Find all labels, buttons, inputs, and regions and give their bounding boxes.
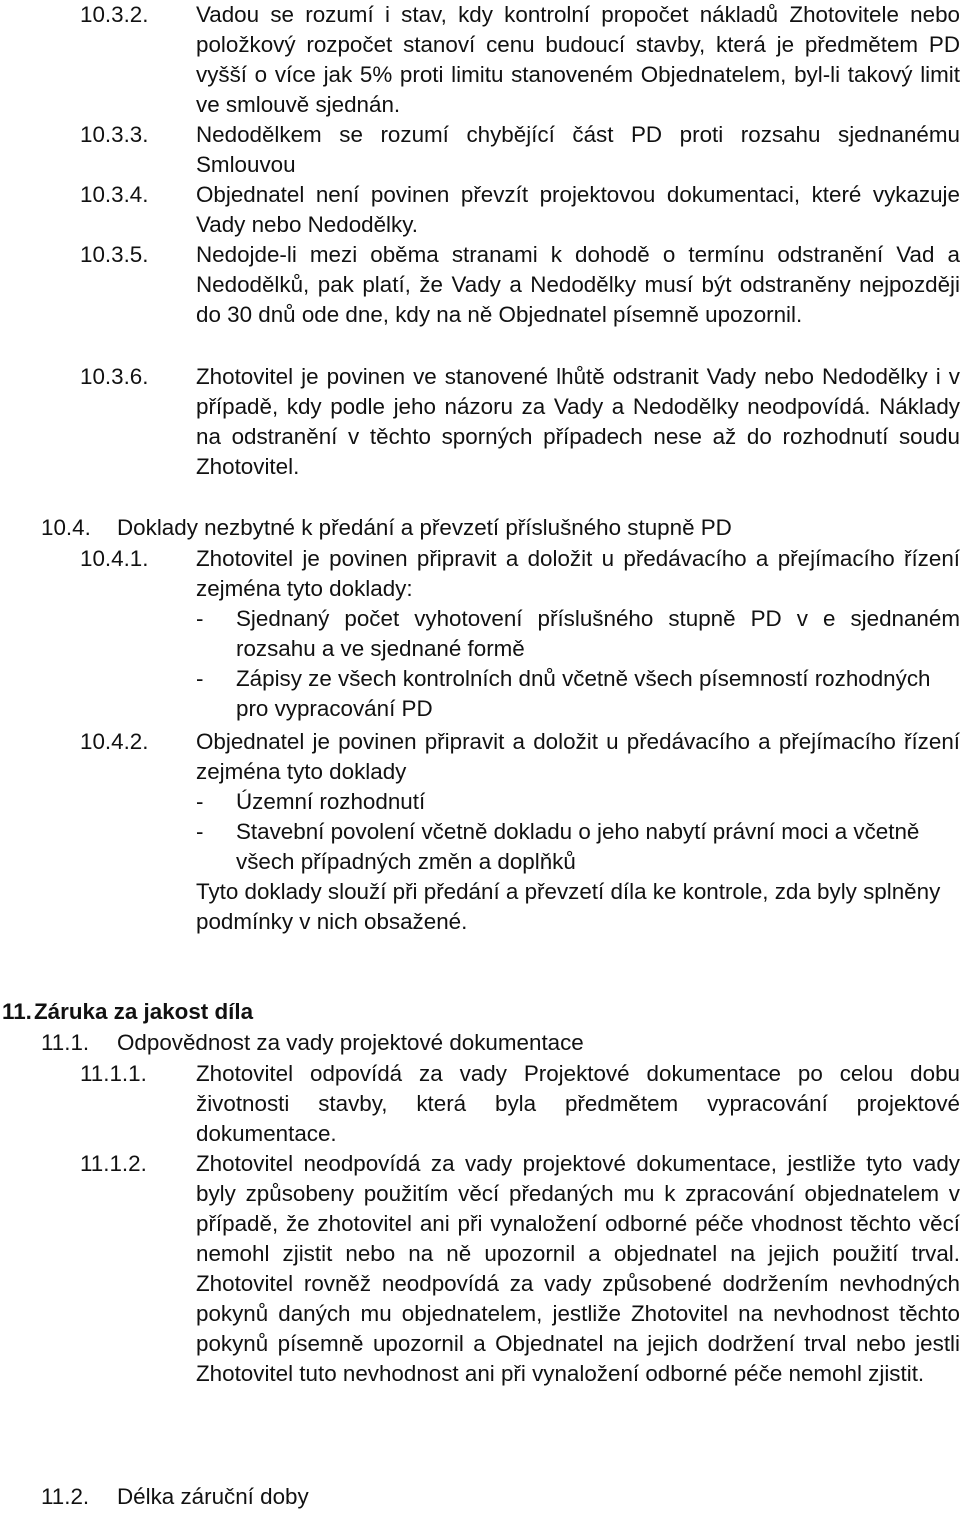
clause-body [196, 544, 960, 724]
clause-10-3-3 [80, 120, 960, 180]
bullet-dash: - [196, 819, 204, 844]
section-title: Délka záruční doby [117, 1484, 309, 1509]
clause-10-3-6 [80, 362, 960, 482]
clause-10-3-4 [80, 180, 960, 240]
clause-text: Zhotovitel odpovídá za vady Projektové dokumentace po celou dobu životnosti stavby, která byla předmětem vypracování projektové dokumentace. [196, 1061, 960, 1146]
bullet-dash: - [196, 789, 204, 814]
section-number: 11.2. [41, 1484, 90, 1509]
section-11-heading [2, 997, 960, 1027]
bullet-item [196, 604, 960, 664]
section-title: Odpovědnost za vady projektové dokumentace [117, 1030, 584, 1055]
bullet-text: Sjednaný počet vyhotovení příslušného stupně PD v e sjednaném rozsahu a ve sjednané formě [236, 606, 960, 661]
section-number: 11.1. [41, 1030, 90, 1055]
clause-number: 10.3.3. [80, 122, 149, 147]
clause-text: Zhotovitel neodpovídá za vady projektové dokumentace, jestliže tyto vady byly způsobeny použitím věcí předaných mu k zpracování objednatelem v případě, že zhotovitel ani při vynaložení odborné péče vhodnost těchto věcí nemohl zjistit nebo na ně upozornil a objednatel na jejich použití trval. Zhotovitel rovněž neodpovídá za vady způsobené dodržením nevhodných pokynů daných mu objednatelem, jestliže Zhotovitel na nevhodnost těchto pokynů písemně upozornil a Objednatel na jejich dodržení trval nebo jestli Zhotovitel tuto nevhodnost ani při vynaložení odborné péče nemohl zjistit. [196, 1151, 960, 1386]
bullet-dash: - [196, 606, 204, 631]
clause-number: 11.1.1. [80, 1061, 147, 1086]
section-10-4 [41, 513, 960, 543]
clause-body [196, 727, 960, 937]
clause-text: Zhotovitel je povinen připravit a doložit u předávacího a přejímacího řízení zejména tyto doklady: [196, 546, 960, 601]
clause-number: 11.1.2. [80, 1151, 147, 1176]
clause-10-4-2 [80, 727, 960, 937]
clause-text: Nedodělkem se rozumí chybějící část PD proti rozsahu sjednanému Smlouvou [196, 122, 960, 177]
clause-11-1-1 [80, 1059, 960, 1149]
clause-text: Objednatel není povinen převzít projektovou dokumentaci, které vykazuje Vady nebo Nedodělky. [196, 182, 960, 237]
section-number: 11. [2, 999, 32, 1024]
clause-number: 10.3.5. [80, 242, 149, 267]
bullet-item [196, 787, 960, 817]
clause-number: 10.3.2. [80, 2, 149, 27]
section-number: 10.4. [41, 515, 91, 540]
section-11-1 [41, 1028, 960, 1058]
clause-number: 10.3.6. [80, 364, 149, 389]
clause-number: 10.3.4. [80, 182, 149, 207]
section-title: Záruka za jakost díla [34, 999, 254, 1024]
bullet-text: Stavební povolení včetně dokladu o jeho nabytí právní moci a včetně všech případných změn a doplňků [236, 819, 920, 874]
clause-10-4-1 [80, 544, 960, 724]
clause-text: Vadou se rozumí i stav, kdy kontrolní propočet nákladů Zhotovitele nebo položkový rozpočet stanoví cenu budoucí stavby, která je předmětem PD vyšší o více jak 5% proti limitu stanoveném Objednatelem, byl-li takový limit ve smlouvě sjednán. [196, 2, 960, 117]
clause-text: Nedojde-li mezi oběma stranami k dohodě o termínu odstranění Vad a Nedodělků, pak platí, že Vady a Nedodělky musí být odstraněny nejpozději do 30 dnů ode dne, kdy na ně Objednatel písemně upozornil. [196, 242, 960, 327]
bullet-text: Územní rozhodnutí [236, 789, 426, 814]
clause-text: Objednatel je povinen připravit a doložit u předávacího a přejímacího řízení zejména tyto doklady [196, 729, 960, 784]
clause-10-3-2 [80, 0, 960, 120]
clause-closing-text: Tyto doklady slouží při předání a převzetí díla ke kontrole, zda byly splněny podmínky v nich obsažené. [196, 879, 941, 934]
clause-number: 10.4.2. [80, 729, 149, 754]
section-title: Doklady nezbytné k předání a převzetí příslušného stupně PD [117, 515, 732, 540]
bullet-text: Zápisy ze všech kontrolních dnů včetně všech písemností rozhodných pro vypracování PD [236, 666, 931, 721]
clause-text: Zhotovitel je povinen ve stanovené lhůtě odstranit Vady nebo Nedodělky i v případě, kdy podle jeho názoru za Vady a Nedodělky neodpovídá. Náklady na odstranění v těchto sporných případech nese až do rozhodnutí soudu Zhotovitel. [196, 364, 960, 479]
clause-11-1-2 [80, 1149, 960, 1389]
clause-10-3-5 [80, 240, 960, 330]
clause-number: 10.4.1. [80, 546, 149, 571]
bullet-dash: - [196, 666, 204, 691]
section-11-2 [41, 1482, 960, 1512]
bullet-item [196, 817, 960, 877]
bullet-item [196, 664, 960, 724]
